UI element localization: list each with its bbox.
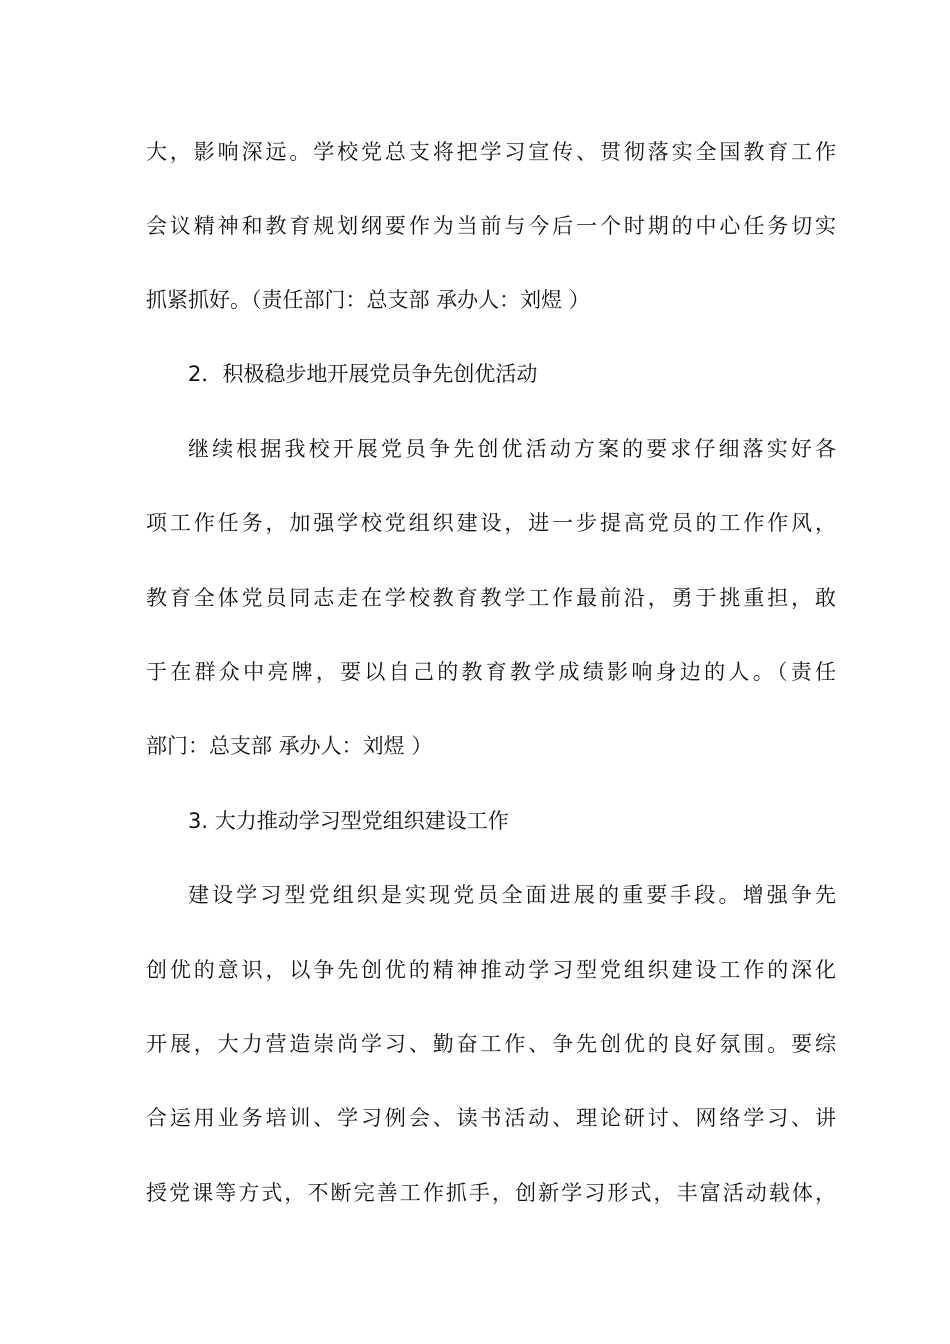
body-text-line: 开展，大力营造崇尚学习、勤奋工作、争先创优的良好氛围。要综 bbox=[146, 1032, 836, 1056]
body-text-line: 合运用业务培训、学习例会、读书活动、理论研讨、网络学习、讲 bbox=[146, 1106, 836, 1130]
body-text-line: 创优的意识，以争先创优的精神推动学习型党组织建设工作的深化 bbox=[146, 958, 836, 982]
section-heading-3: 3. 大力推动学习型党组织建设工作 bbox=[188, 809, 509, 833]
body-text-line: 大，影响深远。学校党总支将把学习宣传、贯彻落实全国教育工作 bbox=[146, 140, 836, 164]
body-text-line: 项工作任务，加强学校党组织建设，进一步提高党员的工作作风， bbox=[146, 511, 836, 535]
paragraph-first-line: 建设学习型党组织是实现党员全面进展的重要手段。增强争先 bbox=[188, 883, 836, 907]
section-heading-2: 2．积极稳步地开展党员争先创优活动 bbox=[188, 362, 538, 386]
body-text-line: 授党课等方式，不断完善工作抓手，创新学习形式，丰富活动载体， bbox=[146, 1181, 836, 1205]
body-text-line: 会议精神和教育规划纲要作为当前与今后一个时期的中心任务切实 bbox=[146, 214, 836, 238]
body-text-line: 部门：总支部 承办人：刘煜 ） bbox=[146, 734, 433, 758]
body-text-line: 抓紧抓好。（责任部门：总支部 承办人：刘煜 ） bbox=[146, 288, 590, 312]
body-text-line: 于在群众中亮牌，要以自己的教育教学成绩影响身边的人。（责任 bbox=[146, 660, 836, 684]
body-text-line: 教育全体党员同志走在学校教育教学工作最前沿，勇于挑重担，敢 bbox=[146, 586, 836, 610]
paragraph-first-line: 继续根据我校开展党员争先创优活动方案的要求仔细落实好各 bbox=[188, 437, 836, 461]
